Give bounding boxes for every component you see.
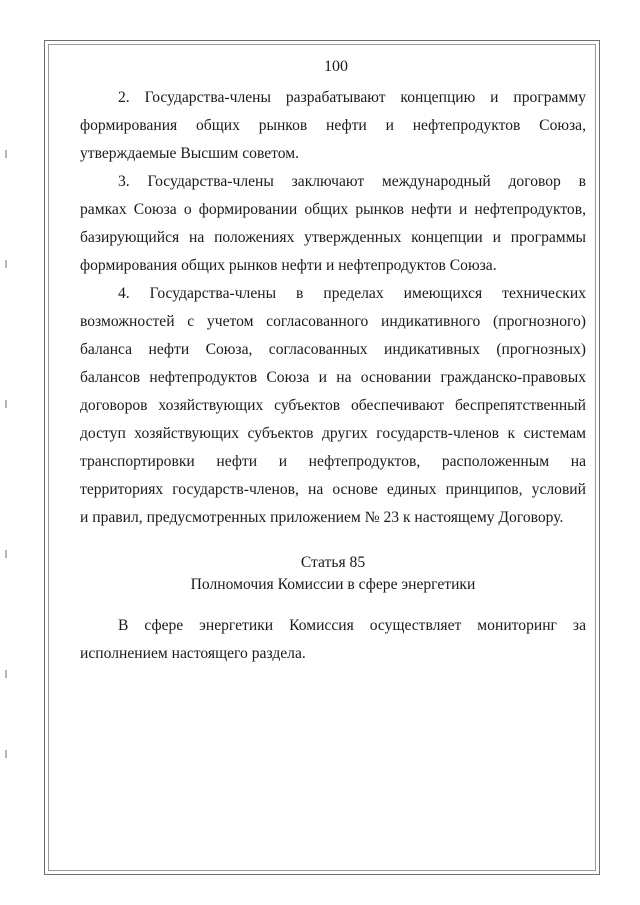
document-body — [80, 56, 586, 668]
paragraph-line: В сфере энергетики Комиссия осуществляет мониторинг за — [118, 617, 586, 634]
scan-edge-marks — [5, 150, 9, 770]
paragraph-line: формирования общих рынков нефти и нефтепродуктов Союза. — [80, 257, 497, 274]
paragraph-line: базирующийся на положениях утвержденных концепции и программы — [80, 229, 586, 246]
paragraph-line: территориях государств-членов, на основе единых принципов, условий — [80, 481, 586, 498]
paragraph-line: исполнением настоящего раздела. — [80, 645, 306, 662]
paragraph-line: договоров хозяйствующих субъектов обеспечивают беспрепятственный — [80, 397, 586, 414]
article-title: Полномочия Комиссии в сфере энергетики — [190, 576, 476, 593]
paragraph-line: 3. Государства-члены заключают международный договор в — [118, 173, 586, 190]
paragraph-line: транспортировки нефти и нефтепродуктов, расположенным на — [80, 453, 586, 470]
paragraph-line: формирования общих рынков нефти и нефтепродуктов Союза, — [80, 117, 586, 134]
paragraph-line: утверждаемые Высшим советом. — [80, 145, 300, 162]
paragraph-line: возможностей с учетом согласованного индикативного (прогнозного) — [80, 313, 586, 330]
paragraph-2 — [80, 84, 586, 168]
paragraph-line: балансов нефтепродуктов Союза и на основании гражданско-правовых — [80, 369, 586, 386]
paragraph-line: 2. Государства-члены разрабатывают концепцию и программу — [118, 89, 586, 106]
page-number: 100 — [324, 58, 348, 75]
article-paragraph — [80, 612, 586, 668]
paragraph-3 — [80, 168, 586, 280]
paragraph-line: баланса нефти Союза, согласованных индикативных (прогнозных) — [80, 341, 586, 358]
paragraph-4 — [80, 280, 586, 532]
paragraph-line: рамках Союза о формировании общих рынков нефти и нефтепродуктов, — [80, 201, 586, 218]
paragraph-line: 4. Государства-члены в пределах имеющихся технических — [118, 285, 586, 302]
paragraph-line: и правил, предусмотренных приложением № 23 к настоящему Договору. — [80, 509, 564, 526]
paragraph-line: доступ хозяйствующих субъектов других государств-членов к системам — [80, 425, 586, 442]
article-heading: Статья 85 — [300, 554, 366, 571]
